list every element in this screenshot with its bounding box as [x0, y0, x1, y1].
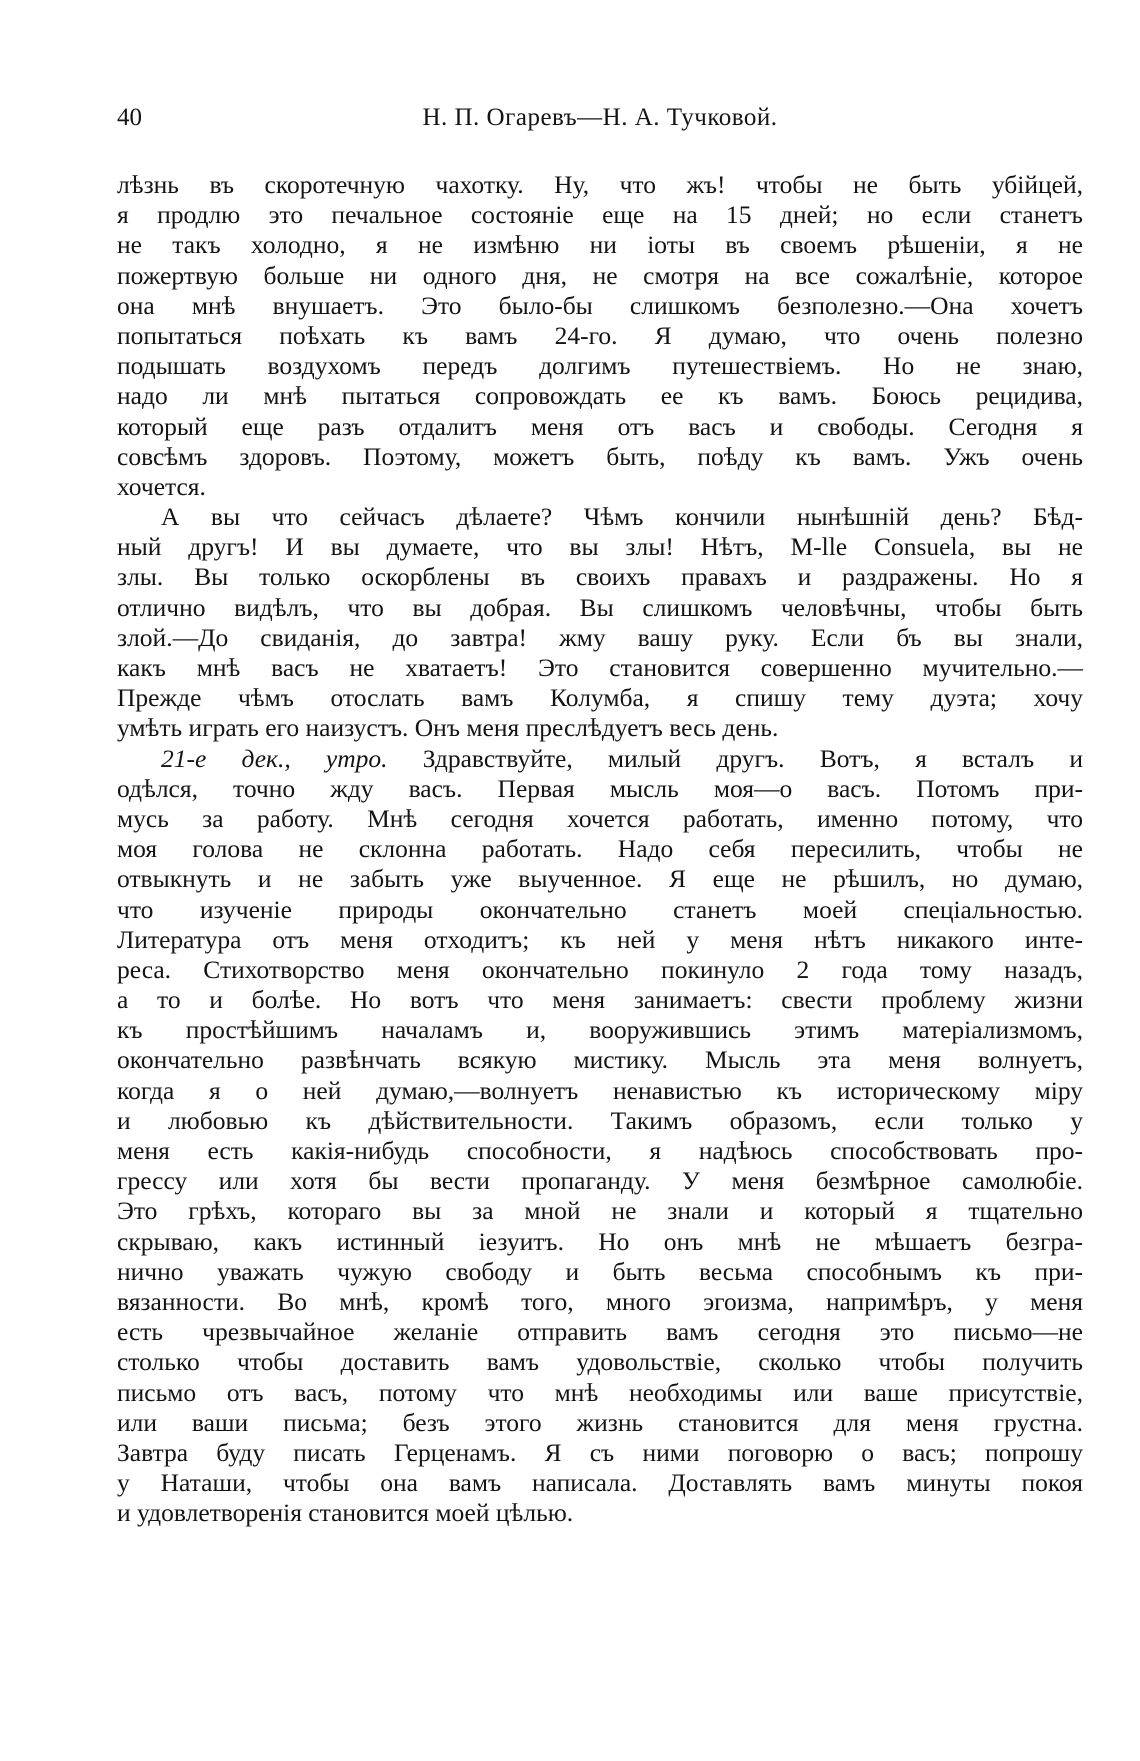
paragraph-1	[117, 170, 1083, 502]
paragraph-2	[117, 502, 1083, 744]
text-line: Завтра буду писать Герценамъ. Я съ ними поговорю о васъ; попрошу	[117, 1437, 1083, 1467]
running-title: Н. П. Огаревъ—Н. А. Тучковой.	[422, 104, 778, 131]
text-line: совсѣмъ здоровъ. Поэтому, можетъ быть, поѣду къ вамъ. Ужъ очень	[117, 441, 1083, 471]
text-line: подышать воздухомъ передъ долгимъ путешествіемъ. Но не знаю,	[117, 351, 1083, 381]
text-line: реса. Стихотворство меня окончательно покинуло 2 года тому назадъ,	[117, 954, 1083, 984]
text-line: Прежде чѣмъ отослать вамъ Колумба, я спишу тему дуэта; хочу	[117, 683, 1083, 713]
text-line: есть чрезвычайное желаніе отправить вамъ сегодня это письмо—не	[117, 1317, 1083, 1347]
text-line: который еще разъ отдалитъ меня отъ васъ и свободы. Сегодня я	[117, 411, 1083, 441]
text-line: умѣть играть его наизустъ. Онъ меня преслѣдуетъ весь день.	[117, 713, 779, 743]
text-line: у Наташи, чтобы она вамъ написала. Доставлять вамъ минуты покоя	[117, 1468, 1083, 1498]
text-line: лѣзнь въ скоротечную чахотку. Ну, что жъ! чтобы не быть убійцей,	[117, 170, 1083, 199]
text-line: или ваши письма; безъ этого жизнь становится для меня грустна.	[117, 1407, 1083, 1437]
text-line: А вы что сейчасъ дѣлаете? Чѣмъ кончили нынѣшній день? Бѣд-	[161, 502, 1083, 532]
text-line	[117, 744, 1083, 774]
text-line: мусь за работу. Мнѣ сегодня хочется работать, именно потому, что	[117, 803, 1083, 833]
text-line: окончательно развѣнчать всякую мистику. Мысль эта меня волнуетъ,	[117, 1045, 1083, 1075]
paragraph-3	[117, 744, 1083, 1529]
text-line: что изученіе природы окончательно станетъ моей спеціальностью.	[117, 894, 1083, 924]
page-number: 40	[117, 104, 142, 131]
text-line: я продлю это печальное состояніе еще на 15 дней; но если станетъ	[117, 200, 1083, 230]
text-line: а то и болѣе. Но вотъ что меня занимаетъ: свести проблему жизни	[117, 985, 1083, 1015]
text-line: вязанности. Во мнѣ, кромѣ того, много эгоизма, напримѣръ, у меня	[117, 1286, 1083, 1316]
text-span: Здравствуйте, милый другъ. Вотъ, я всталъ и	[387, 743, 1083, 773]
text-line: какъ мнѣ васъ не хватаетъ! Это становится совершенно мучительно.—	[117, 653, 1083, 682]
text-line: письмо отъ васъ, потому что мнѣ необходимы или ваше присутствіе,	[117, 1377, 1083, 1407]
text-line: она мнѣ внушаетъ. Это было-бы слишкомъ безполезно.—Она хочетъ	[117, 290, 1083, 320]
page-body	[117, 170, 1083, 1528]
text-line: Это грѣхъ, котораго вы за мной не знали и который я тщательно	[117, 1196, 1083, 1226]
text-line: попытаться поѣхать къ вамъ 24-го. Я думаю, что очень полезно	[117, 320, 1083, 350]
text-line: моя голова не склонна работать. Надо себя пересилить, чтобы не	[117, 834, 1083, 864]
text-line: злой.—До свиданія, до завтра! жму вашу руку. Если бъ вы знали,	[117, 622, 1083, 652]
text-line: отвыкнуть и не забыть уже выученное. Я еще не рѣшилъ, но думаю,	[117, 864, 1083, 894]
text-line: ный другъ! И вы думаете, что вы злы! Нѣтъ, M-lle Consuela, вы не	[117, 532, 1083, 562]
text-line: столько чтобы доставить вамъ удовольствіе, сколько чтобы получить	[117, 1347, 1083, 1377]
text-line: злы. Вы только оскорблены въ своихъ правахъ и раздражены. Но я	[117, 562, 1083, 592]
text-line: одѣлся, точно жду васъ. Первая мысль моя—о васъ. Потомъ при-	[117, 773, 1083, 803]
text-line: къ простѣйшимъ началамъ и, вооружившись этимъ матеріализмомъ,	[117, 1015, 1083, 1045]
text-line: меня есть какія-нибудь способности, я надѣюсь способствовать про-	[117, 1136, 1083, 1165]
page-header	[117, 104, 1083, 138]
text-line: надо ли мнѣ пытаться сопровождать ее къ вамъ. Боюсь рецидива,	[117, 381, 1083, 411]
date-label: 21-е дек., утро.	[161, 743, 388, 773]
text-line: нично уважать чужую свободу и быть весьма способнымъ къ при-	[117, 1256, 1083, 1286]
text-line: грессу или хотя бы вести пропаганду. У меня безмѣрное самолюбіе.	[117, 1166, 1083, 1196]
text-line: хочется.	[117, 471, 206, 501]
text-line: отлично видѣлъ, что вы добрая. Вы слишкомъ человѣчны, чтобы быть	[117, 592, 1083, 622]
text-line: когда я о ней думаю,—волнуетъ ненавистью къ историческому міру	[117, 1075, 1083, 1105]
text-line: не такъ холодно, я не измѣню ни іоты въ своемъ рѣшеніи, я не	[117, 230, 1083, 260]
text-line: скрываю, какъ истинный іезуитъ. Но онъ мнѣ не мѣшаетъ безгра-	[117, 1226, 1083, 1256]
text-line: и удовлетворенія становится моей цѣлью.	[117, 1498, 574, 1528]
text-line: пожертвую больше ни одного дня, не смотря на все сожалѣніе, которое	[117, 260, 1083, 290]
text-line: и любовью къ дѣйствительности. Такимъ образомъ, если только у	[117, 1105, 1083, 1135]
text-line: Литература отъ меня отходитъ; къ ней у меня нѣтъ никакого инте-	[117, 924, 1083, 954]
